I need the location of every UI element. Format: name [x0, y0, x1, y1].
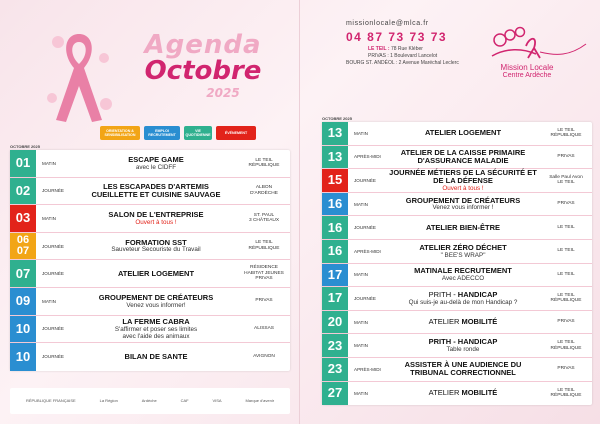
event-title: [388, 389, 538, 397]
event-row: [10, 316, 290, 344]
event-title-main: HANDICAP: [457, 290, 498, 300]
event-row: [10, 205, 290, 233]
event-subtitle: Ouvert à tous !: [442, 184, 484, 192]
event-details: [386, 318, 540, 326]
event-details: [74, 239, 238, 254]
event-row: [322, 358, 592, 382]
event-row: [322, 193, 592, 217]
event-place: ST. PAUL 3 CHÂTEAUX: [248, 212, 280, 224]
event-row: [322, 264, 592, 288]
event-title: MATINALE RECRUTEMENT: [414, 266, 512, 276]
event-place: Salle Paul Avon LE TEIL: [549, 174, 583, 186]
event-subtitle: Ouvert à tous !: [135, 218, 177, 226]
category-legend: [100, 126, 256, 140]
event-day: [322, 264, 348, 287]
event-period: JOURNÉE: [354, 177, 376, 183]
event-details: [74, 294, 238, 309]
event-place: LE TEIL RÉPUBLIQUE: [248, 157, 280, 169]
event-day-number: 16: [327, 243, 343, 259]
legend-item: VIE QUOTIDIENNE: [184, 126, 212, 140]
event-title-main: MOBILITÉ: [461, 317, 498, 327]
event-title: [388, 291, 538, 299]
event-place: LE TEIL RÉPUBLIQUE: [550, 127, 582, 139]
event-day-number: 17: [327, 290, 343, 306]
event-place: PRIVAS: [557, 154, 575, 160]
event-subtitle: Venez vous informer!: [126, 301, 186, 309]
event-period: MATIN: [354, 343, 368, 349]
event-details: [74, 270, 238, 278]
event-subtitle: Avec ADECCO: [441, 275, 485, 283]
event-day-number: 23: [327, 337, 343, 353]
event-day: [322, 382, 348, 406]
event-day-number: 07: [15, 265, 31, 281]
event-place: PRIVAS: [255, 298, 273, 304]
event-day-number: 17: [327, 266, 343, 282]
event-period: MATIN: [354, 272, 368, 278]
addr-teil-label: LE TEIL :: [368, 46, 390, 52]
event-title-main: MOBILITÉ: [461, 388, 498, 398]
partner-logo: CAF: [180, 397, 189, 403]
event-day-number: 20: [327, 314, 343, 330]
event-row: [322, 169, 592, 193]
agenda-title: [128, 32, 278, 100]
legend-item: ORIENTATION & SENSIBILISATION: [100, 126, 140, 140]
event-day: [10, 205, 36, 232]
event-row: [322, 146, 592, 170]
title-month: Octobre: [144, 56, 262, 86]
title-agenda: Agenda: [144, 30, 262, 60]
event-title: PRITH - HANDICAP: [428, 337, 498, 347]
event-period: MATIN: [42, 215, 56, 221]
event-place: LE TEIL: [557, 224, 575, 230]
event-day: [10, 316, 36, 343]
event-place: LE TEIL RÉPUBLIQUE: [248, 240, 280, 252]
event-day: [10, 178, 36, 205]
event-row: [10, 150, 290, 178]
event-subtitle: Venez vous informer !: [432, 204, 494, 212]
event-title: [388, 318, 538, 326]
event-place: LE TEIL: [557, 248, 575, 254]
event-subtitle: avec le CIDFF: [135, 163, 177, 171]
events-table-left: [10, 150, 290, 371]
event-day: [10, 233, 36, 260]
event-day-number: 16: [327, 196, 343, 212]
event-day: [322, 311, 348, 334]
event-details: [74, 211, 238, 226]
event-day-number: 13: [327, 125, 343, 141]
event-period: APRÈS-MIDI: [354, 154, 381, 160]
title-year: 2025: [206, 86, 240, 100]
event-day: [322, 122, 348, 145]
event-title: ATELIER LOGEMENT: [424, 128, 502, 138]
event-day: [322, 287, 348, 310]
event-day-number: 23: [327, 361, 343, 377]
event-day: [322, 216, 348, 239]
event-title: ESCAPE GAME: [128, 154, 184, 164]
event-title: ATELIER LOGEMENT: [117, 268, 195, 278]
event-place: PRIVAS: [557, 201, 575, 207]
partner-logo: RÉPUBLIQUE FRANÇAISE: [25, 397, 76, 403]
event-period: JOURNÉE: [42, 188, 64, 194]
event-day-number: 02: [15, 182, 31, 198]
event-place: LE TEIL RÉPUBLIQUE: [550, 387, 582, 399]
event-title: JOURNÉE MÉTIERS DE LA SÉCURITÉ ET DE LA DÉFENSE: [389, 168, 537, 185]
event-period: MATIN: [42, 298, 56, 304]
event-day: [10, 150, 36, 177]
event-day: [322, 358, 348, 381]
event-period: APRÈS-MIDI: [354, 366, 381, 372]
mission-locale-emblem-icon: [466, 26, 588, 60]
event-day: [322, 169, 348, 192]
event-row: [10, 288, 290, 316]
event-details: [386, 361, 540, 377]
event-day-number: 07: [16, 245, 30, 258]
event-period: JOURNÉE: [354, 295, 376, 301]
event-place: PRIVAS: [557, 319, 575, 325]
event-row: [10, 233, 290, 261]
event-place: AVIGNON: [253, 354, 275, 360]
partner-logo: La Région: [99, 397, 118, 403]
event-day: [10, 288, 36, 315]
event-day: [322, 193, 348, 216]
mission-locale-logo: [466, 26, 588, 79]
partner-logo: Ardèche: [141, 397, 157, 403]
event-day: [322, 240, 348, 263]
event-place: LE TEIL: [557, 272, 575, 278]
event-details: [386, 244, 540, 259]
event-place: ALBON D'ARDÈCHE: [250, 185, 278, 196]
event-row: [322, 334, 592, 358]
event-day-number: 16: [327, 219, 343, 235]
event-day: [10, 260, 36, 287]
event-title: LES ESCAPADES D'ARTEMIS CUEILLETTE ET CUISINE SAUVAGE: [91, 182, 221, 199]
logo-subtitle: Centre Ardèche: [502, 72, 552, 79]
legend-item: EMPLOI RECRUTEMENT: [144, 126, 180, 140]
event-day: [322, 334, 348, 357]
event-row: [322, 287, 592, 311]
event-title: ATELIER BIEN-ÊTRE: [425, 222, 501, 232]
event-day-number: 10: [15, 320, 31, 336]
event-period: JOURNÉE: [354, 225, 376, 231]
event-title: FORMATION SST: [125, 237, 187, 247]
event-title: ATELIER DE LA CAISSE PRIMAIRE D'ASSURANCE MALADIE: [400, 148, 526, 165]
event-period: JOURNÉE: [42, 326, 64, 332]
event-title-prefix: PRITH -: [428, 290, 458, 300]
pink-ribbon-icon: [44, 28, 114, 128]
event-period: JOURNÉE: [42, 271, 64, 277]
event-row: [322, 382, 592, 406]
event-period: MATIN: [354, 319, 368, 325]
event-period: JOURNÉE: [42, 243, 64, 249]
events-table-right: [322, 122, 592, 405]
event-period: JOURNÉE: [42, 354, 64, 360]
event-title: GROUPEMENT DE CRÉATEURS: [98, 292, 214, 302]
event-day-number: 10: [15, 348, 31, 364]
partner-logo: Marque d'avenir: [245, 397, 275, 403]
event-day-number: 27: [327, 385, 343, 401]
event-title: ATELIER ZÉRO DÉCHET: [419, 242, 507, 252]
logo-name: Mission Locale: [500, 63, 554, 72]
event-details: [386, 129, 540, 137]
event-details: [386, 267, 540, 282]
event-details: [74, 318, 238, 340]
event-place: ALISSAS: [254, 326, 274, 332]
event-details: [386, 149, 540, 165]
month-label-right: OCTOBRE 2025: [322, 116, 352, 121]
event-details: [386, 224, 540, 232]
month-label: OCTOBRE 2025: [10, 144, 40, 149]
event-subtitle: Qui suis-je au-delà de mon Handicap ?: [408, 298, 518, 306]
event-day-number: 01: [15, 155, 31, 171]
event-row: [322, 122, 592, 146]
event-details: [74, 156, 238, 171]
event-details: [386, 169, 540, 192]
event-day-number: 03: [15, 210, 31, 226]
event-place: PRIVAS: [557, 366, 575, 372]
event-details: [386, 197, 540, 212]
event-title: BILAN DE SANTE: [124, 352, 188, 362]
addr-bourg: BOURG ST. ANDÉOL : 2 Avenue Maréchal Leclerc: [346, 60, 459, 66]
event-period: MATIN: [354, 130, 368, 136]
right-page: [300, 0, 600, 424]
event-details: [386, 291, 540, 306]
event-row: [322, 240, 592, 264]
event-details: [386, 338, 540, 353]
event-day-number: 09: [15, 293, 31, 309]
event-row: [10, 178, 290, 206]
event-period: APRÈS-MIDI: [354, 248, 381, 254]
event-row: [10, 343, 290, 371]
event-subtitle: S'affirmer et poser ses limites avec l'aide des animaux: [114, 325, 198, 340]
partner-logos: [10, 388, 290, 414]
addr-teil: 78 Rue Kléber: [389, 46, 423, 52]
contact-phone[interactable]: 04 87 73 73 73: [346, 30, 448, 44]
event-title-prefix: ATELIER: [428, 388, 462, 398]
event-details: [74, 353, 238, 361]
event-period: MATIN: [354, 390, 368, 396]
event-title: LA FERME CABRA: [122, 316, 190, 326]
event-day: [322, 146, 348, 169]
contact-email[interactable]: missionlocale@mlca.fr: [346, 20, 429, 27]
event-place: LE TEIL RÉPUBLIQUE: [550, 340, 582, 351]
event-period: MATIN: [354, 201, 368, 207]
event-title: SALON DE L'ENTREPRISE: [108, 210, 204, 220]
event-place: RÉSIDENCE HABITAT JEUNES PRIVAS: [244, 265, 284, 282]
event-day-number: 06: [16, 234, 30, 247]
event-day-number: 15: [327, 172, 343, 188]
event-day: [10, 343, 36, 371]
partner-logo: VISA: [212, 397, 222, 403]
event-day-number: 13: [327, 148, 343, 164]
event-place: LE TEIL RÉPUBLIQUE: [550, 292, 582, 304]
event-row: [10, 260, 290, 288]
event-title: GROUPEMENT DE CRÉATEURS: [405, 195, 521, 205]
event-details: [74, 183, 238, 199]
event-subtitle: Table ronde: [446, 346, 480, 354]
event-title-prefix: ATELIER: [428, 317, 462, 327]
addr-privas: PRIVAS : 1 Boulevard Lancelot: [368, 53, 438, 59]
event-period: MATIN: [42, 160, 56, 166]
event-details: [386, 389, 540, 397]
event-subtitle: Sauveteur Secouriste du Travail: [111, 246, 201, 254]
event-subtitle: " BEE'S WRAP": [440, 251, 486, 259]
event-title: ASSISTER À UNE AUDIENCE DU TRIBUNAL CORRECTIONNEL: [404, 360, 522, 378]
event-row: [322, 311, 592, 335]
legend-item: ÉVÉNEMENT: [216, 126, 256, 140]
event-row: [322, 216, 592, 240]
